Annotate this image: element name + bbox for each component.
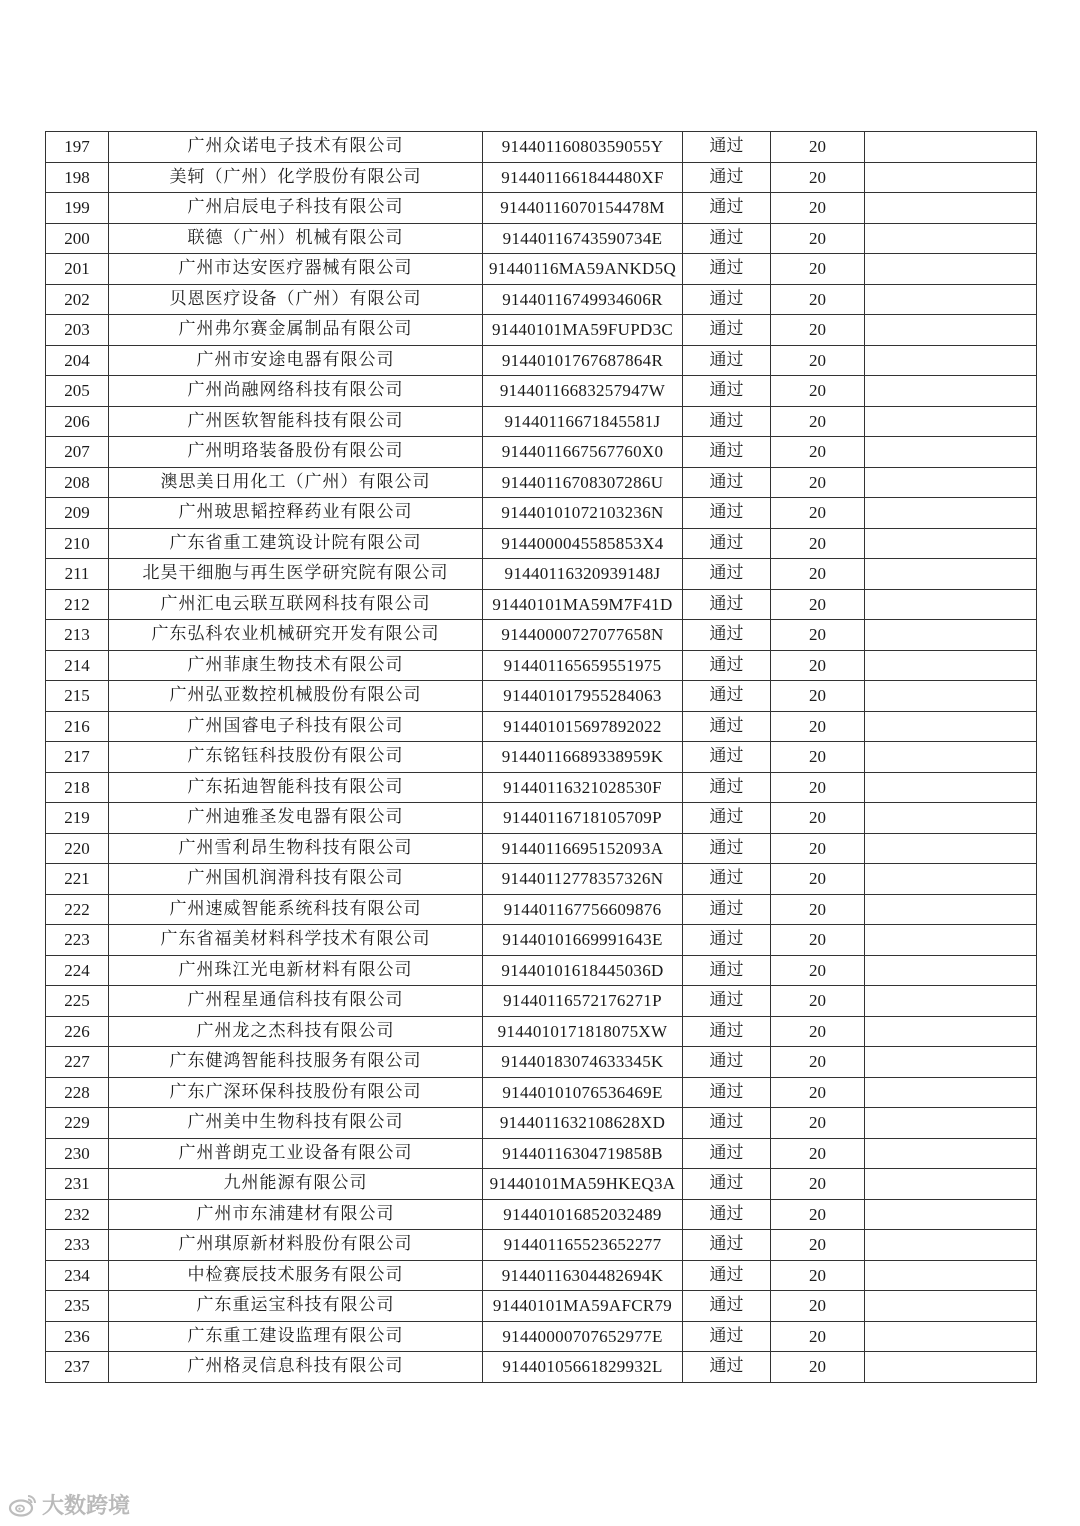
result-cell: 通过	[683, 254, 771, 285]
score-cell: 20	[771, 1169, 865, 1200]
note-cell	[865, 650, 1037, 681]
credit-code-cell: 91440101072103236N	[483, 498, 683, 529]
company-name-cell: 广东铭钰科技股份有限公司	[109, 742, 483, 773]
table-row	[46, 1138, 1037, 1169]
table-row	[46, 406, 1037, 437]
credit-code-cell: 914401165659551975	[483, 650, 683, 681]
note-cell	[865, 742, 1037, 773]
table-row	[46, 864, 1037, 895]
row-number-cell: 229	[46, 1108, 109, 1139]
company-name-cell: 中检赛辰技术服务有限公司	[109, 1260, 483, 1291]
credit-code-cell: 91440116718105709P	[483, 803, 683, 834]
score-cell: 20	[771, 742, 865, 773]
table-row	[46, 254, 1037, 285]
credit-code-cell: 91440116320939148J	[483, 559, 683, 590]
note-cell	[865, 528, 1037, 559]
table-row	[46, 803, 1037, 834]
table-row	[46, 589, 1037, 620]
table-row	[46, 223, 1037, 254]
note-cell	[865, 1169, 1037, 1200]
result-cell: 通过	[683, 986, 771, 1017]
company-name-cell: 广州普朗克工业设备有限公司	[109, 1138, 483, 1169]
score-cell: 20	[771, 925, 865, 956]
credit-code-cell: 91440000707652977E	[483, 1321, 683, 1352]
row-number-cell: 221	[46, 864, 109, 895]
credit-code-cell: 91440101MA59HKEQ3A	[483, 1169, 683, 1200]
table-row	[46, 1321, 1037, 1352]
table-row	[46, 681, 1037, 712]
note-cell	[865, 1291, 1037, 1322]
company-name-cell: 广州尚融网络科技有限公司	[109, 376, 483, 407]
score-cell: 20	[771, 1077, 865, 1108]
credit-code-cell: 91440116070154478M	[483, 193, 683, 224]
score-cell: 20	[771, 254, 865, 285]
note-cell	[865, 498, 1037, 529]
row-number-cell: 215	[46, 681, 109, 712]
row-number-cell: 197	[46, 132, 109, 163]
row-number-cell: 219	[46, 803, 109, 834]
row-number-cell: 211	[46, 559, 109, 590]
table-row	[46, 620, 1037, 651]
table-row	[46, 894, 1037, 925]
credit-code-cell: 91440000727077658N	[483, 620, 683, 651]
result-cell: 通过	[683, 864, 771, 895]
score-cell: 20	[771, 528, 865, 559]
credit-code-cell: 91440183074633345K	[483, 1047, 683, 1078]
company-name-cell: 广州市达安医疗器械有限公司	[109, 254, 483, 285]
result-cell: 通过	[683, 650, 771, 681]
result-cell: 通过	[683, 772, 771, 803]
result-cell: 通过	[683, 498, 771, 529]
table-row	[46, 132, 1037, 163]
company-name-cell: 广州汇电云联互联网科技有限公司	[109, 589, 483, 620]
row-number-cell: 217	[46, 742, 109, 773]
score-cell: 20	[771, 1138, 865, 1169]
score-cell: 20	[771, 711, 865, 742]
table-row	[46, 833, 1037, 864]
score-cell: 20	[771, 681, 865, 712]
result-cell: 通过	[683, 162, 771, 193]
result-cell: 通过	[683, 955, 771, 986]
table-row	[46, 193, 1037, 224]
company-name-cell: 广州弘亚数控机械股份有限公司	[109, 681, 483, 712]
score-cell: 20	[771, 345, 865, 376]
note-cell	[865, 833, 1037, 864]
row-number-cell: 234	[46, 1260, 109, 1291]
note-cell	[865, 193, 1037, 224]
credit-code-cell: 91440101MA59M7F41D	[483, 589, 683, 620]
row-number-cell: 198	[46, 162, 109, 193]
credit-code-cell: 91440116304482694K	[483, 1260, 683, 1291]
credit-code-cell: 91440116671845581J	[483, 406, 683, 437]
credit-code-cell: 91440116689338959K	[483, 742, 683, 773]
company-name-cell: 广州迪雅圣发电器有限公司	[109, 803, 483, 834]
watermark	[8, 1489, 130, 1520]
score-cell: 20	[771, 559, 865, 590]
result-cell: 通过	[683, 711, 771, 742]
company-name-cell: 广东广深环保科技股份有限公司	[109, 1077, 483, 1108]
row-number-cell: 232	[46, 1199, 109, 1230]
company-name-cell: 广东重工建设监理有限公司	[109, 1321, 483, 1352]
row-number-cell: 202	[46, 284, 109, 315]
note-cell	[865, 1016, 1037, 1047]
table-row	[46, 559, 1037, 590]
table-row	[46, 345, 1037, 376]
result-cell: 通过	[683, 1169, 771, 1200]
credit-code-cell: 914401017955284063	[483, 681, 683, 712]
credit-code-cell: 914401016852032489	[483, 1199, 683, 1230]
credit-code-cell: 91440116MA59ANKD5Q	[483, 254, 683, 285]
note-cell	[865, 467, 1037, 498]
company-name-cell: 广州玻思韬控释药业有限公司	[109, 498, 483, 529]
results-table-body	[46, 132, 1037, 1383]
table-row	[46, 1108, 1037, 1139]
score-cell: 20	[771, 1047, 865, 1078]
company-name-cell: 广州市东浦建材有限公司	[109, 1199, 483, 1230]
company-name-cell: 广州琪原新材料股份有限公司	[109, 1230, 483, 1261]
note-cell	[865, 864, 1037, 895]
result-cell: 通过	[683, 742, 771, 773]
row-number-cell: 222	[46, 894, 109, 925]
score-cell: 20	[771, 894, 865, 925]
table-row	[46, 650, 1037, 681]
company-name-cell: 广州格灵信息科技有限公司	[109, 1352, 483, 1383]
result-cell: 通过	[683, 1291, 771, 1322]
result-cell: 通过	[683, 620, 771, 651]
company-name-cell: 广州市安途电器有限公司	[109, 345, 483, 376]
company-name-cell: 联德（广州）机械有限公司	[109, 223, 483, 254]
table-row	[46, 1352, 1037, 1383]
company-name-cell: 澳思美日用化工（广州）有限公司	[109, 467, 483, 498]
company-name-cell: 广州龙之杰科技有限公司	[109, 1016, 483, 1047]
company-name-cell: 广州医软智能科技有限公司	[109, 406, 483, 437]
result-cell: 通过	[683, 467, 771, 498]
score-cell: 20	[771, 1260, 865, 1291]
note-cell	[865, 437, 1037, 468]
note-cell	[865, 1230, 1037, 1261]
score-cell: 20	[771, 498, 865, 529]
note-cell	[865, 620, 1037, 651]
result-cell: 通过	[683, 833, 771, 864]
row-number-cell: 210	[46, 528, 109, 559]
company-name-cell: 广东拓迪智能科技有限公司	[109, 772, 483, 803]
table-row	[46, 1047, 1037, 1078]
table-row	[46, 437, 1037, 468]
note-cell	[865, 894, 1037, 925]
note-cell	[865, 711, 1037, 742]
table-row	[46, 467, 1037, 498]
note-cell	[865, 315, 1037, 346]
note-cell	[865, 1108, 1037, 1139]
note-cell	[865, 1352, 1037, 1383]
row-number-cell: 235	[46, 1291, 109, 1322]
row-number-cell: 212	[46, 589, 109, 620]
credit-code-cell: 91440101618445036D	[483, 955, 683, 986]
table-row	[46, 498, 1037, 529]
note-cell	[865, 925, 1037, 956]
score-cell: 20	[771, 620, 865, 651]
credit-code-cell: 91440101MA59AFCR79	[483, 1291, 683, 1322]
table-row	[46, 376, 1037, 407]
note-cell	[865, 681, 1037, 712]
company-name-cell: 广东弘科农业机械研究开发有限公司	[109, 620, 483, 651]
note-cell	[865, 1138, 1037, 1169]
company-name-cell: 广州珠江光电新材料有限公司	[109, 955, 483, 986]
table-row	[46, 986, 1037, 1017]
result-cell: 通过	[683, 1352, 771, 1383]
row-number-cell: 204	[46, 345, 109, 376]
note-cell	[865, 376, 1037, 407]
result-cell: 通过	[683, 681, 771, 712]
credit-code-cell: 91440105661829932L	[483, 1352, 683, 1383]
result-cell: 通过	[683, 803, 771, 834]
score-cell: 20	[771, 315, 865, 346]
row-number-cell: 206	[46, 406, 109, 437]
credit-code-cell: 91440116683257947W	[483, 376, 683, 407]
score-cell: 20	[771, 406, 865, 437]
result-cell: 通过	[683, 1199, 771, 1230]
score-cell: 20	[771, 833, 865, 864]
company-name-cell: 广州程星通信科技有限公司	[109, 986, 483, 1017]
row-number-cell: 213	[46, 620, 109, 651]
company-name-cell: 广州国睿电子科技有限公司	[109, 711, 483, 742]
company-name-cell: 广东重运宝科技有限公司	[109, 1291, 483, 1322]
note-cell	[865, 1199, 1037, 1230]
credit-code-cell: 91440101669991643E	[483, 925, 683, 956]
result-cell: 通过	[683, 1260, 771, 1291]
note-cell	[865, 223, 1037, 254]
result-cell: 通过	[683, 284, 771, 315]
row-number-cell: 200	[46, 223, 109, 254]
note-cell	[865, 559, 1037, 590]
score-cell: 20	[771, 955, 865, 986]
score-cell: 20	[771, 1199, 865, 1230]
row-number-cell: 208	[46, 467, 109, 498]
score-cell: 20	[771, 803, 865, 834]
result-cell: 通过	[683, 406, 771, 437]
company-name-cell: 广东省福美材料科学技术有限公司	[109, 925, 483, 956]
credit-code-cell: 9144011632108628XD	[483, 1108, 683, 1139]
row-number-cell: 226	[46, 1016, 109, 1047]
row-number-cell: 218	[46, 772, 109, 803]
score-cell: 20	[771, 132, 865, 163]
result-cell: 通过	[683, 315, 771, 346]
credit-code-cell: 91440116572176271P	[483, 986, 683, 1017]
row-number-cell: 237	[46, 1352, 109, 1383]
row-number-cell: 227	[46, 1047, 109, 1078]
row-number-cell: 223	[46, 925, 109, 956]
result-cell: 通过	[683, 376, 771, 407]
company-name-cell: 广州启辰电子科技有限公司	[109, 193, 483, 224]
result-cell: 通过	[683, 193, 771, 224]
note-cell	[865, 1321, 1037, 1352]
note-cell	[865, 803, 1037, 834]
result-cell: 通过	[683, 1077, 771, 1108]
row-number-cell: 225	[46, 986, 109, 1017]
score-cell: 20	[771, 1352, 865, 1383]
company-name-cell: 广州雪利昂生物科技有限公司	[109, 833, 483, 864]
table-row	[46, 528, 1037, 559]
row-number-cell: 214	[46, 650, 109, 681]
company-name-cell: 广州众诺电子技术有限公司	[109, 132, 483, 163]
table-row	[46, 742, 1037, 773]
score-cell: 20	[771, 376, 865, 407]
table-row	[46, 284, 1037, 315]
result-cell: 通过	[683, 1321, 771, 1352]
result-cell: 通过	[683, 528, 771, 559]
credit-code-cell: 9144000045585853X4	[483, 528, 683, 559]
company-name-cell: 广州速威智能系统科技有限公司	[109, 894, 483, 925]
table-row	[46, 955, 1037, 986]
score-cell: 20	[771, 864, 865, 895]
credit-code-cell: 91440116695152093A	[483, 833, 683, 864]
result-cell: 通过	[683, 925, 771, 956]
table-row	[46, 1169, 1037, 1200]
table-row	[46, 1230, 1037, 1261]
company-name-cell: 广东健鸿智能科技服务有限公司	[109, 1047, 483, 1078]
row-number-cell: 201	[46, 254, 109, 285]
row-number-cell: 230	[46, 1138, 109, 1169]
table-row	[46, 1016, 1037, 1047]
row-number-cell: 203	[46, 315, 109, 346]
result-cell: 通过	[683, 345, 771, 376]
row-number-cell: 236	[46, 1321, 109, 1352]
table-row	[46, 1077, 1037, 1108]
note-cell	[865, 986, 1037, 1017]
note-cell	[865, 1260, 1037, 1291]
note-cell	[865, 284, 1037, 315]
company-name-cell: 广州美中生物科技有限公司	[109, 1108, 483, 1139]
company-name-cell: 广州菲康生物技术有限公司	[109, 650, 483, 681]
table-row	[46, 711, 1037, 742]
score-cell: 20	[771, 284, 865, 315]
credit-code-cell: 91440116743590734E	[483, 223, 683, 254]
credit-code-cell: 91440112778357326N	[483, 864, 683, 895]
row-number-cell: 224	[46, 955, 109, 986]
company-name-cell: 九州能源有限公司	[109, 1169, 483, 1200]
score-cell: 20	[771, 986, 865, 1017]
note-cell	[865, 254, 1037, 285]
credit-code-cell: 9144011667567760X0	[483, 437, 683, 468]
row-number-cell: 220	[46, 833, 109, 864]
row-number-cell: 231	[46, 1169, 109, 1200]
row-number-cell: 209	[46, 498, 109, 529]
note-cell	[865, 955, 1037, 986]
note-cell	[865, 162, 1037, 193]
score-cell: 20	[771, 467, 865, 498]
result-cell: 通过	[683, 894, 771, 925]
row-number-cell: 205	[46, 376, 109, 407]
company-name-cell: 北昊干细胞与再生医学研究院有限公司	[109, 559, 483, 590]
table-row	[46, 1291, 1037, 1322]
score-cell: 20	[771, 193, 865, 224]
table-row	[46, 1199, 1037, 1230]
table-row	[46, 162, 1037, 193]
result-cell: 通过	[683, 559, 771, 590]
score-cell: 20	[771, 1108, 865, 1139]
note-cell	[865, 345, 1037, 376]
credit-code-cell: 9144010171818075XW	[483, 1016, 683, 1047]
row-number-cell: 233	[46, 1230, 109, 1261]
score-cell: 20	[771, 437, 865, 468]
result-cell: 通过	[683, 132, 771, 163]
score-cell: 20	[771, 1321, 865, 1352]
credit-code-cell: 914401165523652277	[483, 1230, 683, 1261]
company-name-cell: 广州弗尔赛金属制品有限公司	[109, 315, 483, 346]
company-name-cell: 美轲（广州）化学股份有限公司	[109, 162, 483, 193]
credit-code-cell: 91440101076536469E	[483, 1077, 683, 1108]
score-cell: 20	[771, 1016, 865, 1047]
score-cell: 20	[771, 162, 865, 193]
company-name-cell: 贝恩医疗设备（广州）有限公司	[109, 284, 483, 315]
result-cell: 通过	[683, 589, 771, 620]
note-cell	[865, 1047, 1037, 1078]
credit-code-cell: 91440116304719858B	[483, 1138, 683, 1169]
table-row	[46, 315, 1037, 346]
note-cell	[865, 132, 1037, 163]
row-number-cell: 216	[46, 711, 109, 742]
result-cell: 通过	[683, 1138, 771, 1169]
score-cell: 20	[771, 650, 865, 681]
note-cell	[865, 406, 1037, 437]
score-cell: 20	[771, 772, 865, 803]
watermark-text: 大数跨境	[42, 1494, 131, 1519]
result-cell: 通过	[683, 1016, 771, 1047]
row-number-cell: 207	[46, 437, 109, 468]
credit-code-cell: 91440116708307286U	[483, 467, 683, 498]
row-number-cell: 228	[46, 1077, 109, 1108]
result-cell: 通过	[683, 1230, 771, 1261]
table-row	[46, 925, 1037, 956]
credit-code-cell: 9144011661844480XF	[483, 162, 683, 193]
note-cell	[865, 1077, 1037, 1108]
row-number-cell: 199	[46, 193, 109, 224]
note-cell	[865, 772, 1037, 803]
company-name-cell: 广州明珞装备股份有限公司	[109, 437, 483, 468]
result-cell: 通过	[683, 437, 771, 468]
credit-code-cell: 914401015697892022	[483, 711, 683, 742]
note-cell	[865, 589, 1037, 620]
results-table	[45, 131, 1037, 1383]
result-cell: 通过	[683, 1108, 771, 1139]
table-row	[46, 772, 1037, 803]
weibo-logo-icon	[8, 1493, 38, 1517]
score-cell: 20	[771, 223, 865, 254]
credit-code-cell: 91440116749934606R	[483, 284, 683, 315]
credit-code-cell: 91440116321028530F	[483, 772, 683, 803]
result-cell: 通过	[683, 223, 771, 254]
company-name-cell: 广东省重工建筑设计院有限公司	[109, 528, 483, 559]
credit-code-cell: 914401167756609876	[483, 894, 683, 925]
credit-code-cell: 91440116080359055Y	[483, 132, 683, 163]
score-cell: 20	[771, 1291, 865, 1322]
result-cell: 通过	[683, 1047, 771, 1078]
score-cell: 20	[771, 589, 865, 620]
credit-code-cell: 91440101MA59FUPD3C	[483, 315, 683, 346]
company-name-cell: 广州国机润滑科技有限公司	[109, 864, 483, 895]
credit-code-cell: 91440101767687864R	[483, 345, 683, 376]
table-row	[46, 1260, 1037, 1291]
score-cell: 20	[771, 1230, 865, 1261]
